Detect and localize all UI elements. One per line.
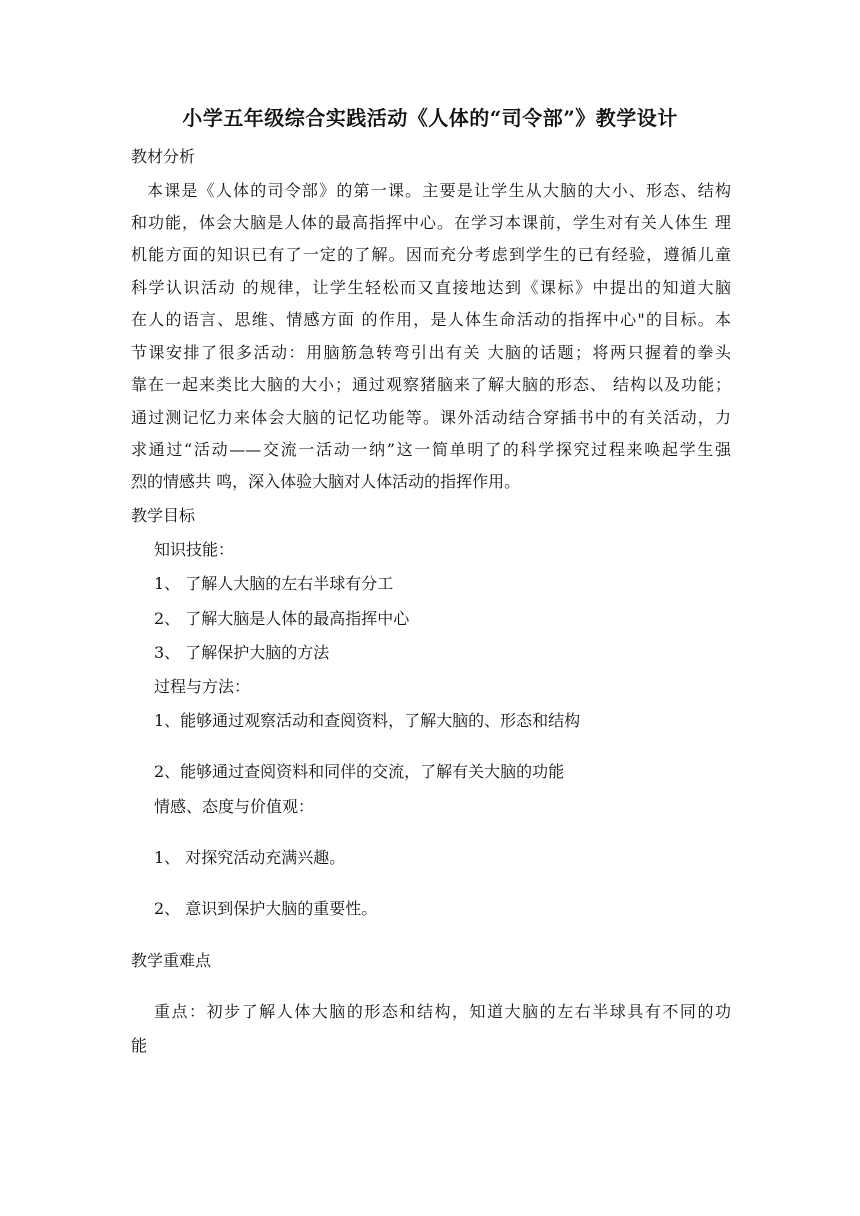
paragraph-line: 和功能，体会大脑是人体的最高指挥中心。在学习本课前，学生对有关人体生 理 — [131, 213, 731, 232]
paragraph-line: 靠在一起来类比大脑的大小；通过观察猪脑来了解大脑的形态、 结构以及功能； — [131, 375, 731, 394]
list-item: 2、能够通过查阅资料和同伴的交流，了解有关大脑的功能 — [154, 762, 565, 781]
paragraph-line: 本课是《人体的司令部》的第一课。主要是让学生从大脑的大小、形态、结构 — [147, 181, 731, 200]
subheading-knowledge: 知识技能： — [154, 540, 235, 559]
paragraph-line: 科学认识活动 的规律，让学生轻松而又直接地达到《课标》中提出的知道大脑 — [131, 278, 731, 297]
list-item: 3、 了解保护大脑的方法 — [154, 643, 330, 662]
paragraph-line: 在人的语言、思维、情感方面 的作用，是人体生命活动的指挥中心"的目标。本 — [131, 310, 731, 329]
paragraph-line: 求通过“活动——交流一活动一纳”这一简单明了的科学探究过程来唤起学生强 — [131, 440, 731, 459]
section-heading-analysis: 教材分析 — [131, 147, 196, 166]
document-title: 小学五年级综合实践活动《人体的“司令部”》教学设计 — [182, 106, 678, 130]
section-heading-goals: 教学目标 — [131, 506, 196, 525]
list-item: 1、 了解人大脑的左右半球有分工 — [154, 574, 394, 593]
list-item: 1、能够通过观察活动和查阅资料，了解大脑的、形态和结构 — [154, 711, 581, 730]
paragraph-line: 通过测记忆力来体会大脑的记忆功能等。课外活动结合穿插书中的有关活动，力 — [131, 408, 731, 427]
paragraph-line: 重点：初步了解人体大脑的形态和结构，知道大脑的左右半球具有不同的功 — [154, 1002, 731, 1021]
paragraph-line: 机能方面的知识已有了一定的了解。因而充分考虑到学生的已有经验，遵循儿童 — [131, 245, 731, 264]
list-item: 1、 对探究活动充满兴趣。 — [154, 848, 346, 867]
section-heading-difficulty: 教学重难点 — [131, 951, 212, 970]
paragraph-line: 节课安排了很多活动：用脑筋急转弯引出有关 大脑的话题；将两只握着的拳头 — [131, 343, 731, 362]
subheading-process: 过程与方法： — [154, 677, 251, 696]
subheading-emotion: 情感、态度与价值观： — [154, 797, 315, 816]
paragraph-line: 能 — [131, 1036, 148, 1055]
paragraph-line: 烈的情感共 鸣，深入体验大脑对人体活动的指挥作用。 — [131, 472, 521, 491]
list-item: 2、 了解大脑是人体的最高指挥中心 — [154, 609, 410, 628]
list-item: 2、 意识到保护大脑的重要性。 — [154, 899, 378, 918]
